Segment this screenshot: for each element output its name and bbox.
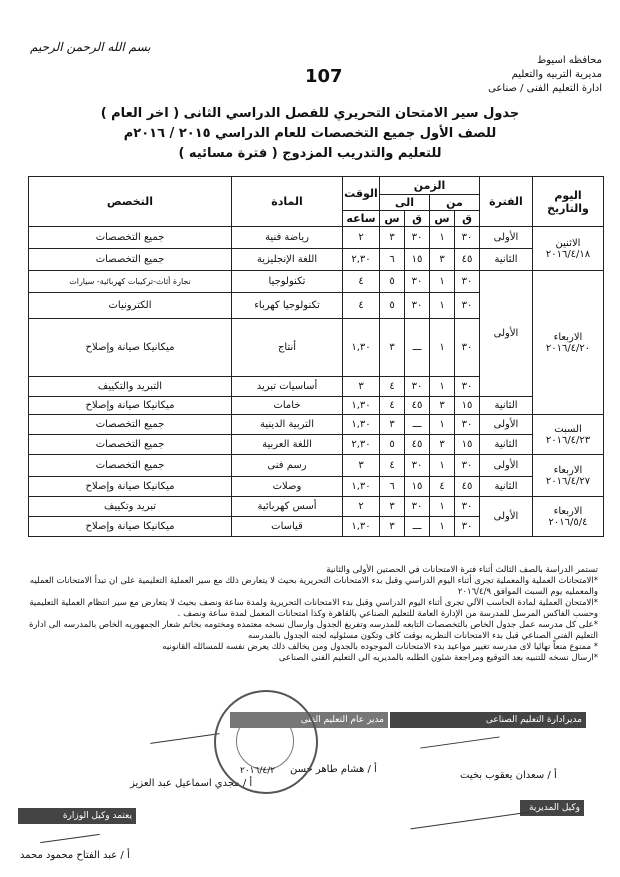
subject-cell: خامات xyxy=(232,397,343,415)
specialty-cell: ميكانيكا صيانة وإصلاح xyxy=(29,319,232,377)
to-q-cell: ٤٥ xyxy=(405,435,430,455)
header-from-q: ق xyxy=(455,211,480,227)
header-from: من xyxy=(430,195,480,211)
table-row xyxy=(29,271,604,293)
day-cell: الاربعاء ٢٠١٦/٤/٢٠ xyxy=(533,271,604,415)
from-s-cell: ١ xyxy=(430,497,455,517)
from-s-cell: ٣ xyxy=(430,435,455,455)
table-row xyxy=(29,415,604,435)
title-line-1: جدول سير الامتحان التحريري للفصل الدراسي الثانى ( اخر العام ) xyxy=(100,106,520,121)
from-s-cell: ١ xyxy=(430,377,455,397)
to-s-cell: ٦ xyxy=(380,477,405,497)
signatory-name-mid-1: أ / هشام طاهر حسن xyxy=(290,764,377,775)
signatory-name-left: أ / عبد الفتاح محمود محمد xyxy=(20,850,130,861)
duration-cell: ١,٣٠ xyxy=(343,517,380,537)
subject-cell: رياضة فنية xyxy=(232,227,343,249)
from-s-cell: ٤ xyxy=(430,477,455,497)
signatory-name-right: أ / سعدان يعقوب بخيت xyxy=(460,770,557,781)
from-q-cell: ٣٠ xyxy=(455,319,480,377)
specialty-cell: جميع التخصصات xyxy=(29,435,232,455)
from-q-cell: ١٥ xyxy=(455,397,480,415)
from-s-cell: ١ xyxy=(430,227,455,249)
table-row xyxy=(29,435,604,455)
subject-cell: رسم فنى xyxy=(232,455,343,477)
duration-cell: ٤ xyxy=(343,293,380,319)
note-line: *الامتحانات العملية والمعملية تجرى أثناء اليوم الدراسي وقبل بدء الامتحانات التحريرية بحيث لا يتعارض ذلك مع سير العملية التعليمية على ان تبدأ الامتحانات العمليه والمعمليه يوم السبت الموافق ٢٠١٦/٤/٩ xyxy=(29,576,598,597)
specialty-cell: ميكانيكا صيانة وإصلاح xyxy=(29,517,232,537)
duration-cell: ٤ xyxy=(343,271,380,293)
subject-cell: اللغة العربية xyxy=(232,435,343,455)
handwritten-signature xyxy=(150,733,219,744)
header-day: اليوم والتاريخ xyxy=(533,177,604,227)
from-s-cell: ٣ xyxy=(430,249,455,271)
table-row xyxy=(29,477,604,497)
duration-cell: ١,٣٠ xyxy=(343,477,380,497)
header-duration: الوقت xyxy=(343,177,380,211)
from-q-cell: ٣٠ xyxy=(455,497,480,517)
subject-cell: قياسات xyxy=(232,517,343,537)
specialty-cell: نجارة أثاث-تركيبات كهربائية- سيارات xyxy=(29,271,232,293)
from-q-cell: ٤٥ xyxy=(455,477,480,497)
table-row xyxy=(29,397,604,415)
signature-bar-mid: مدير عام التعليم الفنى xyxy=(230,712,388,728)
org-line-2: مديرية التربيه والتعليم xyxy=(511,69,602,80)
duration-cell: ٢ xyxy=(343,497,380,517)
to-s-cell: ٣ xyxy=(380,497,405,517)
duration-cell: ٣ xyxy=(343,455,380,477)
note-line: *ارسال نسخه للتنبيه بعد التوقيع ومراجعة شئون الطلبه بالمديريه الى التعليم الفنى الصناعى xyxy=(278,653,598,663)
to-q-cell: ٣٠ xyxy=(405,455,430,477)
header-subject: المادة xyxy=(232,177,343,227)
table-row xyxy=(29,249,604,271)
header-hour: ساعه xyxy=(343,211,380,227)
from-q-cell: ٣٠ xyxy=(455,227,480,249)
signature-bar-right: مديرادارة التعليم الصناعى xyxy=(390,712,586,728)
from-q-cell: ٤٥ xyxy=(455,249,480,271)
from-q-cell: ٣٠ xyxy=(455,377,480,397)
to-q-cell: ٣٠ xyxy=(405,227,430,249)
period-cell: الأولى xyxy=(480,271,533,397)
signature-bar-deputy: وكيل المديرية xyxy=(520,800,584,816)
to-q-cell: ـــ xyxy=(405,415,430,435)
from-q-cell: ٣٠ xyxy=(455,271,480,293)
note-line: * ممنوع منعاً نهائيا لاى مدرسه تغيير مواعيد بدء الامتحانات الموجوده بالجدول ومن يخالف ذلك يعرض نفسه للمسائله القانونيه xyxy=(162,642,598,652)
from-q-cell: ٣٠ xyxy=(455,455,480,477)
period-cell: الثانية xyxy=(480,435,533,455)
header-to-q: ق xyxy=(405,211,430,227)
to-s-cell: ٤ xyxy=(380,455,405,477)
table-row xyxy=(29,455,604,477)
day-cell: السبت ٢٠١٦/٤/٢٣ xyxy=(533,415,604,455)
to-s-cell: ٤ xyxy=(380,377,405,397)
title-line-2: للصف الأول جميع التخصصات للعام الدراسي ٢٠١٥ / ٢٠١٦م xyxy=(123,126,497,141)
to-q-cell: ٤٥ xyxy=(405,397,430,415)
header-period: الفترة xyxy=(480,177,533,227)
to-s-cell: ٤ xyxy=(380,397,405,415)
from-s-cell: ١ xyxy=(430,455,455,477)
specialty-cell: جميع التخصصات xyxy=(29,455,232,477)
to-q-cell: ٣٠ xyxy=(405,377,430,397)
note-line: *الامتحان العملية لمادة الحاسب الآلي تجرى أثناء اليوم الدراسي وقبل بدء الامتحانات التحريرية ولمدة ساعة ونصف بحيث لا يتعارض مع سير انتظام العملية التعليمية وحسب الفاكس المرسل للمدرسة من الإدارة العامة للتعليم الصناعي بالقاهرة وكذا امتحانات المعمل لمدة ساعة ونصف . xyxy=(29,598,598,619)
to-q-cell: ٣٠ xyxy=(405,293,430,319)
table-row xyxy=(29,227,604,249)
header-specialty: التخصص xyxy=(29,177,232,227)
page-number: 107 xyxy=(305,66,343,87)
period-cell: الأولى xyxy=(480,415,533,435)
header-time: الزمن xyxy=(380,177,480,195)
subject-cell: اللغة الإنجليزية xyxy=(232,249,343,271)
from-q-cell: ٣٠ xyxy=(455,293,480,319)
subject-cell: تكنولوجيا كهرباء xyxy=(232,293,343,319)
to-s-cell: ٥ xyxy=(380,293,405,319)
day-cell: الاربعاء ٢٠١٦/٤/٢٧ xyxy=(533,455,604,497)
duration-cell: ١,٣٠ xyxy=(343,319,380,377)
duration-cell: ٢,٣٠ xyxy=(343,249,380,271)
header-to-s: س xyxy=(380,211,405,227)
from-q-cell: ٣٠ xyxy=(455,517,480,537)
specialty-cell: جميع التخصصات xyxy=(29,227,232,249)
schedule-table xyxy=(28,176,604,537)
signature-bar-undersecretary: يعتمد وكيل الوزارة xyxy=(18,808,136,824)
specialty-cell: الكترونيات xyxy=(29,293,232,319)
handwritten-signature xyxy=(411,812,530,830)
specialty-cell: جميع التخصصات xyxy=(29,249,232,271)
signatory-name-mid-2: أ / مجدي اسماعيل عبد العزيز xyxy=(130,778,253,789)
title-line-3: للتعليم والتدريب المزدوج ( فترة مسائيه ) xyxy=(178,146,442,161)
seal-date: ٢٠١٦/٤/٢ xyxy=(240,766,276,776)
period-cell: الثانية xyxy=(480,477,533,497)
subject-cell: أسس كهربائية xyxy=(232,497,343,517)
subject-cell: أنتاج xyxy=(232,319,343,377)
specialty-cell: ميكانيكا صيانة وإصلاح xyxy=(29,397,232,415)
to-s-cell: ٦ xyxy=(380,249,405,271)
period-cell: الثانية xyxy=(480,249,533,271)
header-from-s: س xyxy=(430,211,455,227)
to-q-cell: ١٥ xyxy=(405,249,430,271)
official-seal-icon xyxy=(214,690,318,794)
table-row xyxy=(29,497,604,517)
period-cell: الأولى xyxy=(480,497,533,537)
subject-cell: تكنولوجيا xyxy=(232,271,343,293)
subject-cell: أساسيات تبريد xyxy=(232,377,343,397)
duration-cell: ٣ xyxy=(343,377,380,397)
specialty-cell: التبريد والتكييف xyxy=(29,377,232,397)
handwritten-signature xyxy=(40,834,100,843)
eagle-emblem-icon xyxy=(236,712,294,770)
header-to: الى xyxy=(380,195,430,211)
from-q-cell: ١٥ xyxy=(455,435,480,455)
handwritten-signature xyxy=(420,736,499,748)
duration-cell: ٢ xyxy=(343,227,380,249)
from-s-cell: ١ xyxy=(430,271,455,293)
from-q-cell: ٣٠ xyxy=(455,415,480,435)
from-s-cell: ١ xyxy=(430,319,455,377)
from-s-cell: ١ xyxy=(430,415,455,435)
note-line: تستمر الدراسة بالصف الثالث أثناء فترة الامتحانات في الحصتين الأولى والثانية xyxy=(326,565,598,575)
basmala: بسم الله الرحمن الرحيم xyxy=(30,40,151,54)
to-q-cell: ـــ xyxy=(405,517,430,537)
specialty-cell: تبريد وتكييف xyxy=(29,497,232,517)
to-s-cell: ٥ xyxy=(380,271,405,293)
to-q-cell: ٣٠ xyxy=(405,497,430,517)
to-s-cell: ٣ xyxy=(380,415,405,435)
specialty-cell: ميكانيكا صيانة وإصلاح xyxy=(29,477,232,497)
from-s-cell: ١ xyxy=(430,517,455,537)
duration-cell: ٢,٣٠ xyxy=(343,435,380,455)
period-cell: الأولى xyxy=(480,227,533,249)
duration-cell: ١,٣٠ xyxy=(343,415,380,435)
subject-cell: التربية الدينية xyxy=(232,415,343,435)
to-s-cell: ٥ xyxy=(380,435,405,455)
to-q-cell: ١٥ xyxy=(405,477,430,497)
note-line: *على كل مدرسه عمل جدول الخاص بالتخصصات التابعه للمدرسه وتفريغ الجدول وارسال نسخه معتمده ومختومه بخاتم شعار الجمهوريه الخاص بالمدرسه الى ادارة التعليم الفنى الصناعي قبل بدء الامتحانات النظريه بوقت كاف وتكون مسئوليه لجنه الجدول بالمدرسه xyxy=(28,620,598,641)
subject-cell: وصلات xyxy=(232,477,343,497)
duration-cell: ١,٣٠ xyxy=(343,397,380,415)
period-cell: الأولى xyxy=(480,455,533,477)
to-q-cell: ـــ xyxy=(405,319,430,377)
notes-block xyxy=(20,565,598,664)
to-s-cell: ٣ xyxy=(380,517,405,537)
to-q-cell: ٣٠ xyxy=(405,271,430,293)
from-s-cell: ١ xyxy=(430,293,455,319)
org-line-3: ادارة التعليم الفنى / صناعى xyxy=(488,83,602,94)
specialty-cell: جميع التخصصات xyxy=(29,415,232,435)
org-line-1: محافظه اسيوط xyxy=(537,55,602,66)
day-cell: الاثنين ٢٠١٦/٤/١٨ xyxy=(533,227,604,271)
day-cell: الاربعاء ٢٠١٦/٥/٤ xyxy=(533,497,604,537)
to-s-cell: ٣ xyxy=(380,227,405,249)
to-s-cell: ٣ xyxy=(380,319,405,377)
from-s-cell: ٣ xyxy=(430,397,455,415)
period-cell: الثانية xyxy=(480,397,533,415)
